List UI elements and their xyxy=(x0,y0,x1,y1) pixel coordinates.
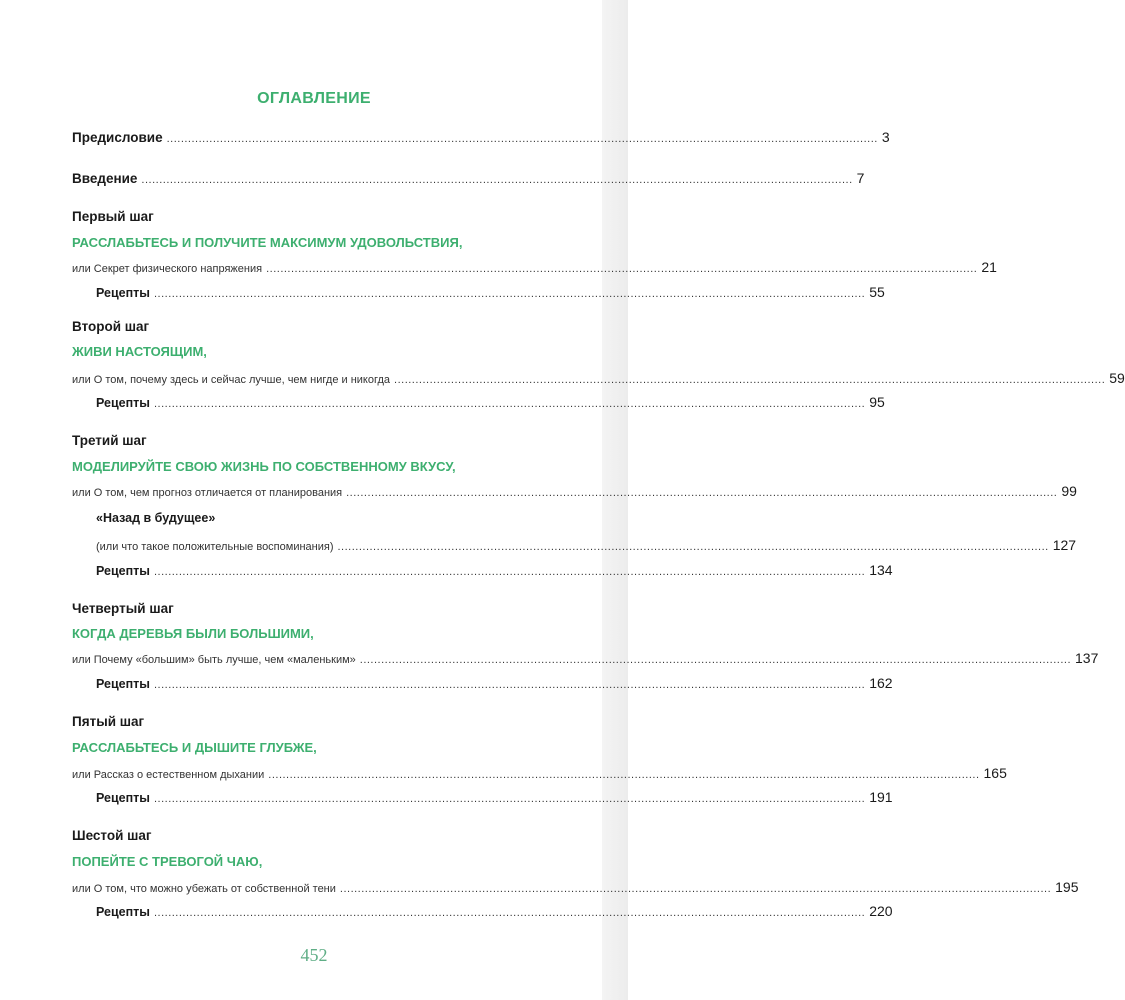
toc-chapter-title-label: РАССЛАБЬТЕСЬ И ПОЛУЧИТЕ МАКСИМУМ УДОВОЛЬСТВИЯ, xyxy=(72,235,463,250)
page-ref: 165 xyxy=(983,765,1007,781)
toc-step-heading-label: Второй шаг xyxy=(72,319,150,334)
toc-chapter-title-label: ПОПЕЙТЕ С ТРЕВОГОЙ ЧАЮ, xyxy=(72,854,263,869)
toc-section-entry[interactable] xyxy=(72,128,890,146)
toc-subtitle-label: или Секрет физического напряжения xyxy=(72,263,263,275)
toc-title: ОГЛАВЛЕНИЕ xyxy=(257,90,371,107)
toc-section-entry[interactable] xyxy=(72,169,865,187)
toc-recipes-entry[interactable] xyxy=(96,283,885,301)
dot-leader: ........................................................................................................................................................................................................ xyxy=(153,566,866,578)
toc-chapter-title-label: МОДЕЛИРУЙТЕ СВОЮ ЖИЗНЬ ПО СОБСТВЕННОМУ ВКУСУ, xyxy=(72,459,456,474)
toc-subtitle-label: или О том, чем прогноз отличается от планирования xyxy=(72,487,343,499)
toc-step-heading-entry xyxy=(72,208,556,226)
page-ref: 220 xyxy=(869,903,893,919)
toc-subtitle-entry[interactable] xyxy=(72,369,1125,387)
toc-recipes-entry[interactable] xyxy=(96,902,893,920)
page-ref: 59 xyxy=(1109,370,1125,386)
toc-subtitle-entry[interactable] xyxy=(72,482,1077,500)
dot-leader: ........................................................................................................................................................................................................ xyxy=(339,883,1052,895)
dot-leader: ........................................................................................................................................................................................................ xyxy=(153,398,866,410)
page-ref: 21 xyxy=(981,259,997,275)
toc-step-heading-entry xyxy=(72,600,556,618)
toc-recipes-entry[interactable] xyxy=(96,393,885,411)
toc-recipes-label: Рецепты xyxy=(96,286,150,300)
dot-leader: ........................................................................................................................................................................................................ xyxy=(337,541,1049,553)
toc-chapter-title-entry xyxy=(72,234,556,252)
page-number: 452 xyxy=(300,945,328,965)
dot-leader: ........................................................................................................................................................................................................ xyxy=(268,769,980,781)
toc-step-heading-label: Пятый шаг xyxy=(72,714,145,729)
page-ref: 127 xyxy=(1052,537,1077,553)
dot-leader: ........................................................................................................................................................................................................ xyxy=(394,374,1106,386)
toc-chapter-title-label: ЖИВИ НАСТОЯЩИМ, xyxy=(72,344,207,359)
toc-subtitle-label: или О том, почему здесь и сейчас лучше, чем нигде и никогда xyxy=(72,374,391,386)
page-ref: 95 xyxy=(869,394,885,410)
toc-recipes-label: Рецепты xyxy=(96,564,150,578)
toc-step-heading-label: Четвертый шаг xyxy=(72,601,174,616)
dot-leader: ........................................................................................................................................................................................................ xyxy=(346,487,1058,499)
toc-recipes-label: Рецепты xyxy=(96,677,150,691)
toc-subtitle-label: или Почему «большим» быть лучше, чем «маленьким» xyxy=(72,654,356,666)
toc-subsection-label: «Назад в будущее» xyxy=(96,511,216,525)
toc-subtitle-label: (или что такое положительные воспоминания) xyxy=(96,541,334,553)
toc-section-label: Введение xyxy=(72,171,138,186)
toc-recipes-entry[interactable] xyxy=(96,788,893,806)
toc-subtitle-entry[interactable] xyxy=(96,536,1077,554)
page-ref: 134 xyxy=(869,562,893,578)
toc-chapter-title-entry xyxy=(72,625,556,643)
toc-section-label: Предисловие xyxy=(72,130,163,145)
toc-chapter-title-entry xyxy=(72,853,556,871)
toc-subtitle-entry[interactable] xyxy=(72,878,1079,896)
dot-leader: ........................................................................................................................................................................................................ xyxy=(153,288,866,300)
toc-step-heading-entry xyxy=(72,432,556,450)
toc-subsection-entry xyxy=(96,509,556,527)
toc-step-heading-label: Третий шаг xyxy=(72,433,147,448)
toc-chapter-title-label: КОГДА ДЕРЕВЬЯ БЫЛИ БОЛЬШИМИ, xyxy=(72,626,314,641)
toc-subtitle-entry[interactable] xyxy=(72,764,1007,782)
page-ref: 7 xyxy=(856,170,865,186)
toc-step-heading-entry xyxy=(72,713,556,731)
toc-chapter-title-entry xyxy=(72,458,556,476)
page-ref: 99 xyxy=(1061,483,1077,499)
dot-leader: ........................................................................................................................................................................................................ xyxy=(166,133,878,145)
page-ref: 55 xyxy=(869,284,885,300)
toc-subtitle-entry[interactable] xyxy=(72,649,1099,667)
dot-leader: ........................................................................................................................................................................................................ xyxy=(153,793,866,805)
toc-step-heading-label: Шестой шаг xyxy=(72,828,152,843)
toc-recipes-label: Рецепты xyxy=(96,905,150,919)
dot-leader: ........................................................................................................................................................................................................ xyxy=(359,654,1071,666)
page-ref: 3 xyxy=(881,129,890,145)
toc-step-heading-label: Первый шаг xyxy=(72,209,154,224)
dot-leader: ........................................................................................................................................................................................................ xyxy=(153,679,866,691)
dot-leader: ........................................................................................................................................................................................................ xyxy=(266,263,978,275)
toc-chapter-title-label: РАССЛАБЬТЕСЬ И ДЫШИТЕ ГЛУБЖЕ, xyxy=(72,740,317,755)
page-ref: 195 xyxy=(1055,879,1079,895)
toc-recipes-label: Рецепты xyxy=(96,396,150,410)
toc-chapter-title-entry xyxy=(72,739,556,757)
toc-step-heading-entry xyxy=(72,827,556,845)
toc-chapter-title-entry xyxy=(72,343,556,361)
toc-recipes-label: Рецепты xyxy=(96,791,150,805)
page-ref: 162 xyxy=(869,675,893,691)
toc-recipes-entry[interactable] xyxy=(96,561,893,579)
toc-recipes-entry[interactable] xyxy=(96,674,893,692)
page-ref: 137 xyxy=(1075,650,1099,666)
page-ref: 191 xyxy=(869,789,893,805)
dot-leader: ........................................................................................................................................................................................................ xyxy=(141,174,853,186)
dot-leader: ........................................................................................................................................................................................................ xyxy=(153,907,866,919)
toc-subtitle-label: или Рассказ о естественном дыхании xyxy=(72,769,265,781)
toc-subtitle-label: или О том, что можно убежать от собственной тени xyxy=(72,883,336,895)
toc-subtitle-entry[interactable] xyxy=(72,258,997,276)
toc-step-heading-entry xyxy=(72,318,556,336)
